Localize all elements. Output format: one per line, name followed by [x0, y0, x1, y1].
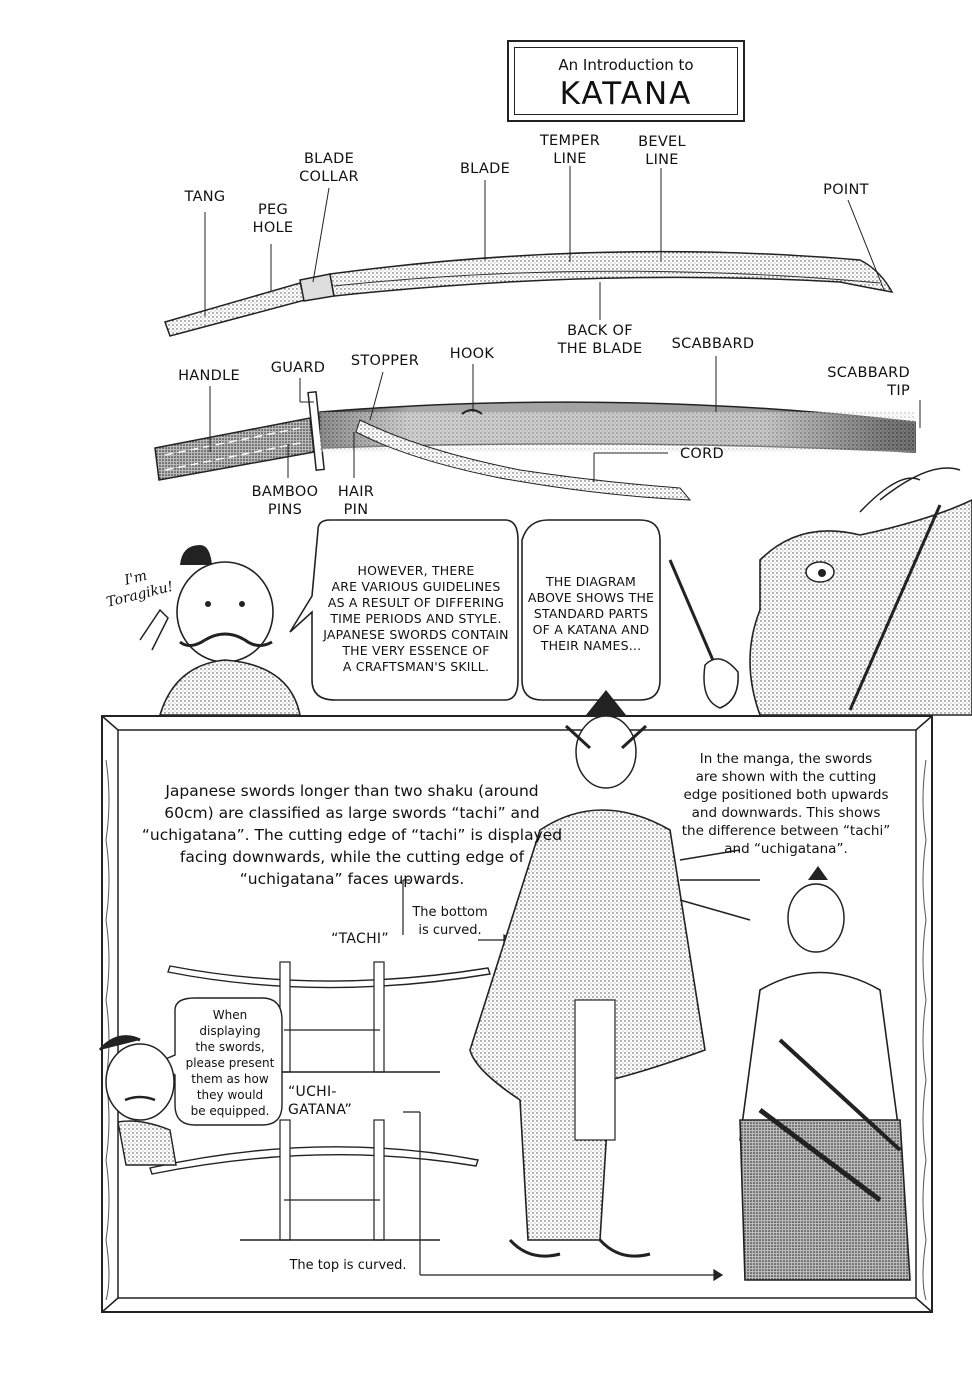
- label-guard: GUARD: [270, 360, 326, 376]
- handle-shape: [155, 418, 314, 480]
- label-peg-hole: PEG HOLE: [252, 202, 294, 236]
- label-temper-line: TEMPER LINE: [539, 133, 601, 167]
- label-cord: CORD: [680, 446, 724, 462]
- speech-bubble-left: HOWEVER, THERE ARE VARIOUS GUIDELINES AS A RESULT OF DIFFERING TIME PERIODS AND STYLE. JAPANESE SWORDS CONTAIN THE VERY ESSENCE OF A CRAFTSMAN'S SKILL.: [323, 563, 509, 674]
- title-box: [507, 40, 745, 122]
- label-bamboo-pins: BAMBOO PINS: [251, 484, 319, 518]
- label-tachi: “TACHI”: [331, 931, 389, 947]
- title-subtitle: An Introduction to: [558, 56, 694, 74]
- label-stopper: STOPPER: [350, 353, 420, 369]
- tachi-note: The bottom is curved.: [412, 905, 488, 938]
- tang-shape: [165, 283, 305, 336]
- label-hook: HOOK: [449, 346, 495, 362]
- label-blade: BLADE: [459, 161, 511, 177]
- label-tang: TANG: [184, 189, 226, 205]
- small-bubble-text: When displaying the swords, please present them as how they would be equipped.: [185, 1008, 275, 1118]
- bare-blade: [165, 252, 892, 336]
- panel-side-note: In the manga, the swords are shown with the cutting edge positioned both upwards and downwards. This shows the difference between “tachi” and “uchigatana”.: [681, 751, 891, 857]
- panel-main-text: Japanese swords longer than two shaku (around 60cm) are classified as large swords “tachi” and “uchigatana”. The cutting edge of “tachi” is displayed facing downwards, while the cutting edge of “uchigatana” faces upwards.: [141, 782, 563, 888]
- label-handle: HANDLE: [178, 368, 240, 384]
- label-hair-pin: HAIR PIN: [337, 484, 375, 518]
- page-title: KATANA: [559, 76, 693, 112]
- label-scabbard: SCABBARD: [671, 336, 755, 352]
- label-bevel-line: BEVEL LINE: [638, 134, 686, 168]
- label-back-of-blade: BACK OF THE BLADE: [557, 323, 643, 357]
- label-scabbard-tip: SCABBARD TIP: [827, 365, 910, 399]
- label-point: POINT: [823, 182, 869, 198]
- speech-bubble-right: THE DIAGRAM ABOVE SHOWS THE STANDARD PARTS OF A KATANA AND THEIR NAMES...: [527, 574, 655, 653]
- dragon-character: [670, 468, 972, 715]
- blade-shape: [330, 252, 892, 296]
- label-blade-collar: BLADE COLLAR: [299, 151, 359, 185]
- label-uchigatana: “UCHI- GATANA”: [288, 1084, 353, 1118]
- uchigatana-note: The top is curved.: [289, 1258, 407, 1273]
- blade-collar-shape: [300, 274, 334, 301]
- toragiku-intro-text: I'm Toragiku!: [104, 567, 175, 611]
